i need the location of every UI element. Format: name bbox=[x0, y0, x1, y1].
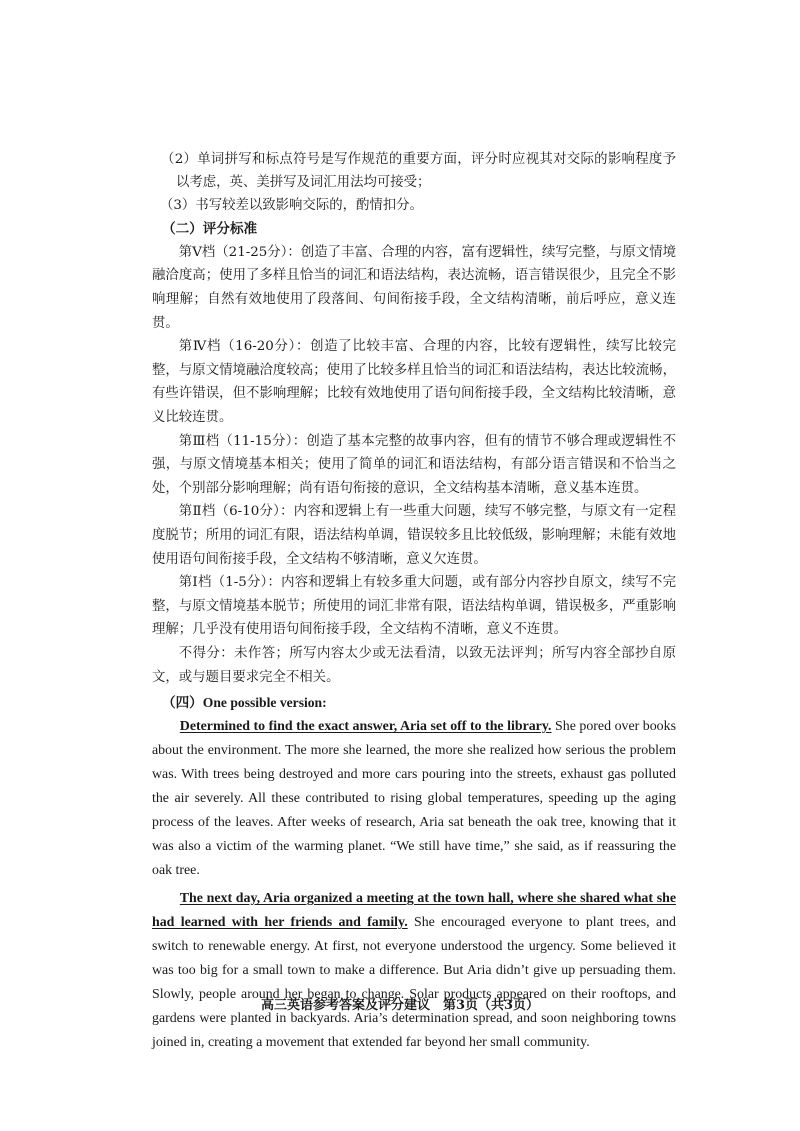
note-item-2: （2）单词拼写和标点符号是写作规范的重要方面，评分时应视其对交际的影响程度予以考虑，英、美拼写及词汇用法均可接受； bbox=[161, 152, 676, 191]
answer-page bbox=[152, 148, 676, 1055]
paragraph-2-body: She encouraged everyone to plant trees, and switch to renewable energy. At first, not everyone understood the urgency. Some believed it was too big for a small town to make a difference. But Aria didn’t give up persuading them. Slowly, people around her began to change. Solar products appeared on their rooftops, and gardens were planted in backyards. Aria’s determination spread, and soon neighboring towns joined in, creating a movement that extended far beyond her small community. bbox=[152, 915, 677, 1051]
sample-version-heading bbox=[152, 691, 676, 715]
paragraph-1-lead-sentence: Determined to find the exact answer, Aria set off to the library. bbox=[179, 719, 552, 735]
page-footer: 高三英语参考答案及评分建议 第3页（共3页） bbox=[260, 998, 540, 1013]
scoring-standard-title: （二）评分标准 bbox=[162, 220, 258, 237]
level-3-criteria: 第Ⅲ档（11-15分）：创造了基本完整的故事内容，但有的情节不够合理或逻辑性不强，与原文情境基本相关；使用了简单的词汇和语法结构，有部分语言错误和不恰当之处，个别部分影响理解；尚有语句衔接的意识，全文结构基本清晰，意义基本连贯。 bbox=[152, 433, 676, 496]
sample-paragraph-2 bbox=[152, 887, 676, 1055]
note-item-3: （3）书写较差以致影响交际的，酌情扣分。 bbox=[160, 198, 423, 214]
sample-paragraph-1 bbox=[152, 715, 676, 883]
zero-score-criteria: 不得分：未作答；所写内容太少或无法看清，以致无法评判；所写内容全部抄自原文，或与题目要求完全不相关。 bbox=[152, 645, 676, 685]
sample-version-title: One possible version: bbox=[202, 695, 327, 711]
sample-section-label: （四） bbox=[162, 695, 203, 712]
paragraph-2-lead-sentence: The next day, Aria organized a meeting at the town hall, where she shared what she had learned with her friends and family. bbox=[152, 891, 676, 931]
level-2-criteria: 第Ⅱ档（6-10分）：内容和逻辑上有一些重大问题，续写不够完整，与原文有一定程度脱节；所用的词汇有限，语法结构单调，错误较多且比较低级，影响理解；未能有效地使用语句间衔接手段，全文结构不够清晰，意义欠连贯。 bbox=[152, 504, 676, 567]
level-1-criteria: 第Ⅰ档（1-5分）：内容和逻辑上有较多重大问题，或有部分内容抄自原文，续写不完整，与原文情境基本脱节；所使用的词汇非常有限，语法结构单调，错误极多，严重影响理解；几乎没有使用语句间衔接手段，全文结构不清晰，意义不连贯。 bbox=[152, 575, 676, 638]
level-5-criteria: 第Ⅴ档（21-25分）：创造了丰富、合理的内容，富有逻辑性，续写完整，与原文情境融洽度高；使用了多样且恰当的词汇和语法结构，表达流畅，语言错误很少，且完全不影响理解；自然有效地使用了段落间、句间衔接手段，全文结构清晰，前后呼应，意义连贯。 bbox=[152, 244, 676, 331]
paragraph-1-body: She pored over books about the environment. The more she learned, the more she realized how serious the problem was. With trees being destroyed and more cars pouring into the streets, exhaust gas polluted the air severely. All these contributed to rising global temperatures, speeding up the aging process of the leaves. After weeks of research, Aria sat beneath the oak tree, knowing that it was also a victim of the warming planet. “We still have time,” she said, as if reassuring the oak tree. bbox=[152, 719, 676, 879]
level-4-criteria: 第Ⅳ档（16-20分）：创造了比较丰富、合理的内容，比较有逻辑性，续写比较完整，与原文情境融洽度较高；使用了比较多样且恰当的词汇和语法结构，表达比较流畅，有些许错误，但不影响理解；比较有效地使用了语句间衔接手段，全文结构比较清晰，意义比较连贯。 bbox=[152, 339, 676, 425]
